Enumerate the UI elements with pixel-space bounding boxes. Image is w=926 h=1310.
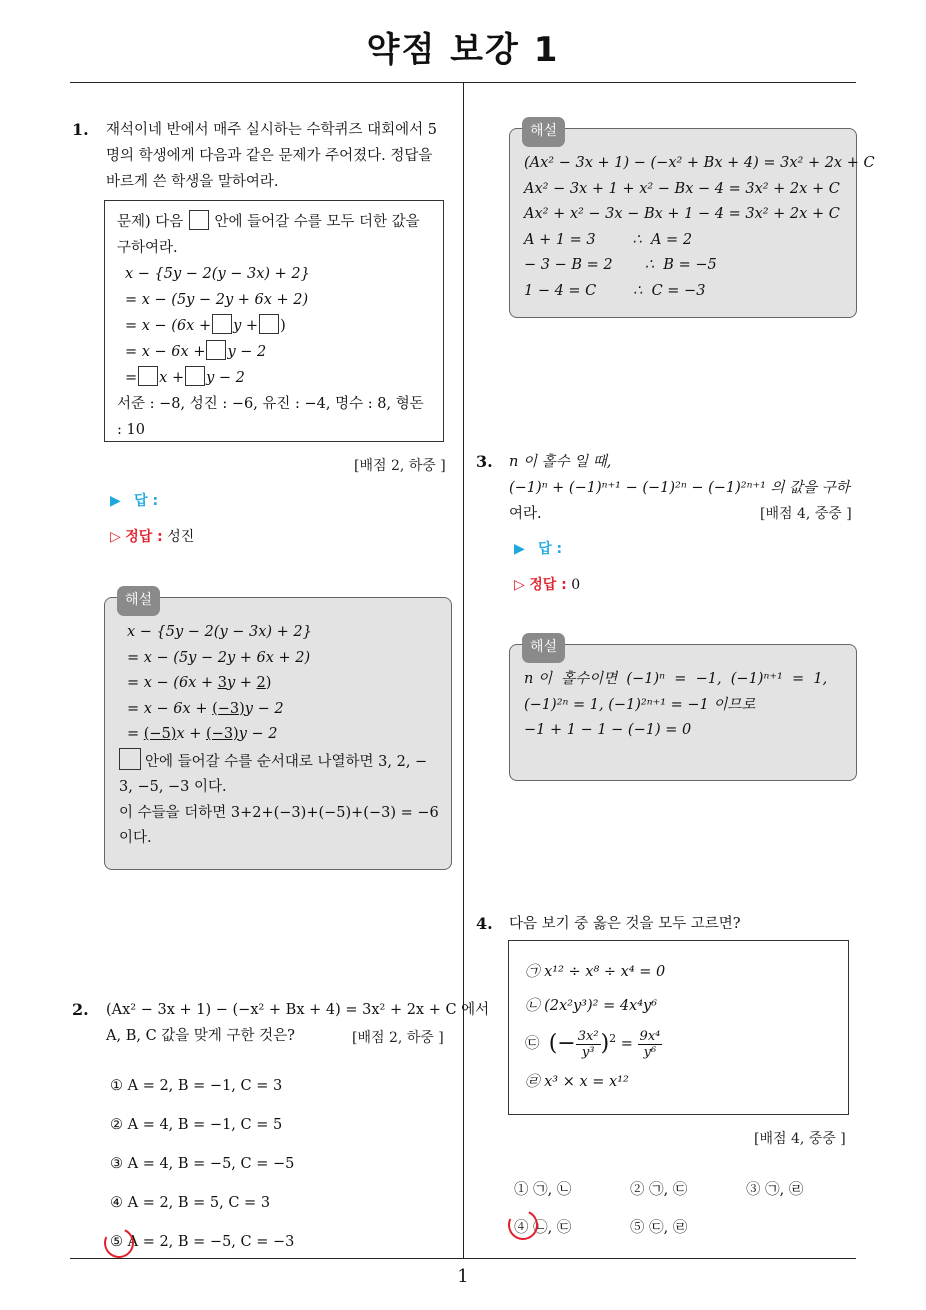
box-line-3: = x − (6x + y + ) [117, 313, 431, 339]
q4-choice-5[interactable]: ⑤ ㉢, ㉣ [630, 1220, 688, 1236]
q2-choice-5[interactable]: ⑤ A = 2, B = −5, C = −3 [110, 1234, 295, 1250]
box-candidates: 서준 : −8, 성진 : −6, 유진 : −4, 명수 : 8, 형돈 [117, 396, 424, 412]
bottom-rule [70, 1258, 856, 1259]
sol3-line-3: −1 + 1 − 1 − (−1) = 0 [524, 722, 692, 738]
sol1-line-8: 이 수들을 더하면 3+2+(−3)+(−5)+(−3) = −6 [119, 804, 439, 821]
play-icon: ▶ [514, 541, 525, 557]
question-2-line-1: (Ax² − 3x + 1) − (−x² + Bx + 4) = 3x² + 2x + C 에서 [106, 1002, 490, 1018]
question-3-solution-box [509, 639, 857, 781]
question-1-problem-box [104, 200, 444, 442]
q2-choice-3[interactable]: ③ A = 4, B = −5, C = −5 [110, 1156, 295, 1172]
box-line-2: = x − (5y − 2y + 6x + 2) [125, 292, 309, 308]
triangle-outline-icon: ▷ [110, 529, 121, 545]
sol3-line-1: n 이 홀수이면 (−1)ⁿ = −1, (−1)ⁿ⁺¹ = 1, [524, 671, 828, 687]
box-line-5: = x + y − 2 [117, 365, 431, 391]
question-2-meta: [배점 2, 하중 ] [352, 1030, 444, 1046]
blank-square [259, 314, 279, 334]
question-3-line-2: (−1)ⁿ + (−1)ⁿ⁺¹ − (−1)²ⁿ − (−1)²ⁿ⁺¹ 의 값을 구하 [509, 480, 850, 496]
box-candidates-2: : 10 [117, 422, 145, 438]
question-3-number: 3. [476, 452, 493, 471]
q2-choice-1[interactable]: ① A = 2, B = −1, C = 3 [110, 1078, 283, 1094]
question-1-text [106, 117, 456, 195]
correct-label: 정답 : [125, 529, 163, 545]
question-2-line-2: A, B, C 값을 맞게 구한 것은? [106, 1028, 295, 1044]
sol1-line-6: 안에 들어갈 수를 순서대로 나열하면 3, 2, − [119, 748, 437, 776]
box-line-4: = x − 6x + y − 2 [117, 339, 431, 365]
blank-square [206, 340, 226, 360]
sol2-line-5: − 3 − B = 2 ∴ B = −5 [524, 257, 717, 273]
question-4-number: 4. [476, 914, 493, 933]
triangle-outline-icon: ▷ [514, 577, 525, 593]
q4-choice-1[interactable]: ① ㉠, ㉡ [514, 1182, 572, 1198]
question-1-line-2: 명의 학생에게 다음과 같은 문제가 주어졌다. 정답을 [106, 148, 433, 164]
question-4-items-box [508, 940, 849, 1115]
play-icon: ▶ [110, 493, 121, 509]
q2-choice-2[interactable]: ② A = 4, B = −1, C = 5 [110, 1117, 283, 1133]
solution-tag: 해설 [522, 633, 565, 663]
sol1-line-2: = x − (5y − 2y + 6x + 2) [127, 649, 311, 666]
question-1-solution-box [104, 592, 452, 870]
sol1-line-1: x − {5y − 2(y − 3x) + 2} [127, 624, 312, 640]
red-circle-mark [504, 1206, 542, 1244]
blank-square [185, 366, 205, 386]
page-title: 약점 보강 1 [366, 30, 560, 70]
box-intro-b: 안에 들어갈 수를 모두 더한 값을 [214, 214, 420, 230]
q4-item-1: ㉠ x¹² ÷ x⁸ ÷ x⁴ = 0 [525, 964, 666, 980]
blank-square [119, 748, 141, 770]
sol2-line-3: Ax² + x² − 3x − Bx + 1 − 4 = 3x² + 2x + C [524, 206, 840, 222]
blank-square [212, 314, 232, 334]
q2-choice-4[interactable]: ④ A = 2, B = 5, C = 3 [110, 1195, 271, 1211]
sol2-line-6: 1 − 4 = C ∴ C = −3 [524, 282, 706, 299]
question-4-text: 다음 보기 중 옳은 것을 모두 고르면? [509, 916, 741, 932]
question-2-solution-box [509, 123, 875, 318]
solution-tag: 해설 [117, 586, 160, 616]
question-1-line-3: 바르게 쓴 학생을 말하여라. [106, 174, 279, 190]
sol1-line-7: 3, −5, −3 이다. [119, 779, 227, 795]
sol1-line-4: = x − 6x + (−3)y − 2 [127, 700, 284, 717]
sol1-line-9: 이다. [119, 830, 152, 846]
question-3-answer-row [514, 538, 562, 558]
answer-label: 답 : [134, 493, 159, 509]
sol3-line-2: (−1)²ⁿ = 1, (−1)²ⁿ⁺¹ = −1 이므로 [524, 696, 756, 713]
box-line-1: x − {5y − 2(y − 3x) + 2} [125, 266, 310, 282]
q4-choice-3[interactable]: ③ ㉠, ㉣ [746, 1182, 804, 1198]
blank-square [138, 366, 158, 386]
correct-value: 성진 [167, 529, 195, 545]
sol1-line-3: = x − (6x + 3y + 2) [127, 675, 272, 691]
question-1-meta: [배점 2, 하중 ] [354, 458, 446, 474]
q4-choice-2[interactable]: ② ㉠, ㉢ [630, 1182, 688, 1198]
q4-item-2: ㉡ (2x²y³)² = 4x⁴y⁶ [525, 998, 658, 1014]
box-intro-a: 문제) 다음 [117, 214, 184, 230]
sol1-line-5: = (−5)x + (−3)y − 2 [127, 726, 278, 742]
q4-choice-4[interactable]: ④ ㉡, ㉢ [514, 1220, 572, 1236]
correct-label: 정답 : [529, 577, 567, 593]
question-1-number: 1. [72, 120, 89, 139]
q4-item-4: ㉣ x³ × x = x¹² [525, 1074, 629, 1090]
page-number: 1 [457, 1266, 469, 1287]
box-intro-c: 구하여라. [117, 240, 178, 256]
answer-label: 답 : [538, 541, 563, 557]
question-3-line-1: n 이 홀수 일 때, [509, 454, 612, 470]
solution-tag: 해설 [522, 117, 565, 147]
question-3-meta: [배점 4, 중중 ] [760, 506, 852, 522]
q4-item-3: ㉢ (− $\frac{\text{3x²}}{\text{y³}}$ )$^2$ = $\frac{\text{9x⁴}}{\text{y⁶}}$ [525, 1028, 661, 1060]
question-4-meta: [배점 4, 중중 ] [754, 1131, 846, 1147]
correct-value: 0 [571, 577, 581, 593]
sol2-line-2: Ax² − 3x + 1 + x² − Bx − 4 = 3x² + 2x + C [524, 180, 840, 197]
question-3-line-3: 여라. [509, 506, 542, 522]
sol2-line-4: A + 1 = 3 ∴ A = 2 [524, 231, 693, 248]
question-3-correct-row [514, 574, 580, 594]
question-1-correct-row [110, 526, 194, 546]
column-divider [463, 83, 464, 1258]
sol2-line-1: (Ax² − 3x + 1) − (−x² + Bx + 4) = 3x² + 2x + C [524, 155, 875, 171]
red-circle-mark [100, 1224, 138, 1262]
question-1-answer-row [110, 490, 158, 510]
blank-square [189, 210, 209, 230]
question-2-number: 2. [72, 1000, 89, 1019]
question-1-line-1: 재석이네 반에서 매주 실시하는 수학퀴즈 대회에서 5 [106, 122, 438, 138]
